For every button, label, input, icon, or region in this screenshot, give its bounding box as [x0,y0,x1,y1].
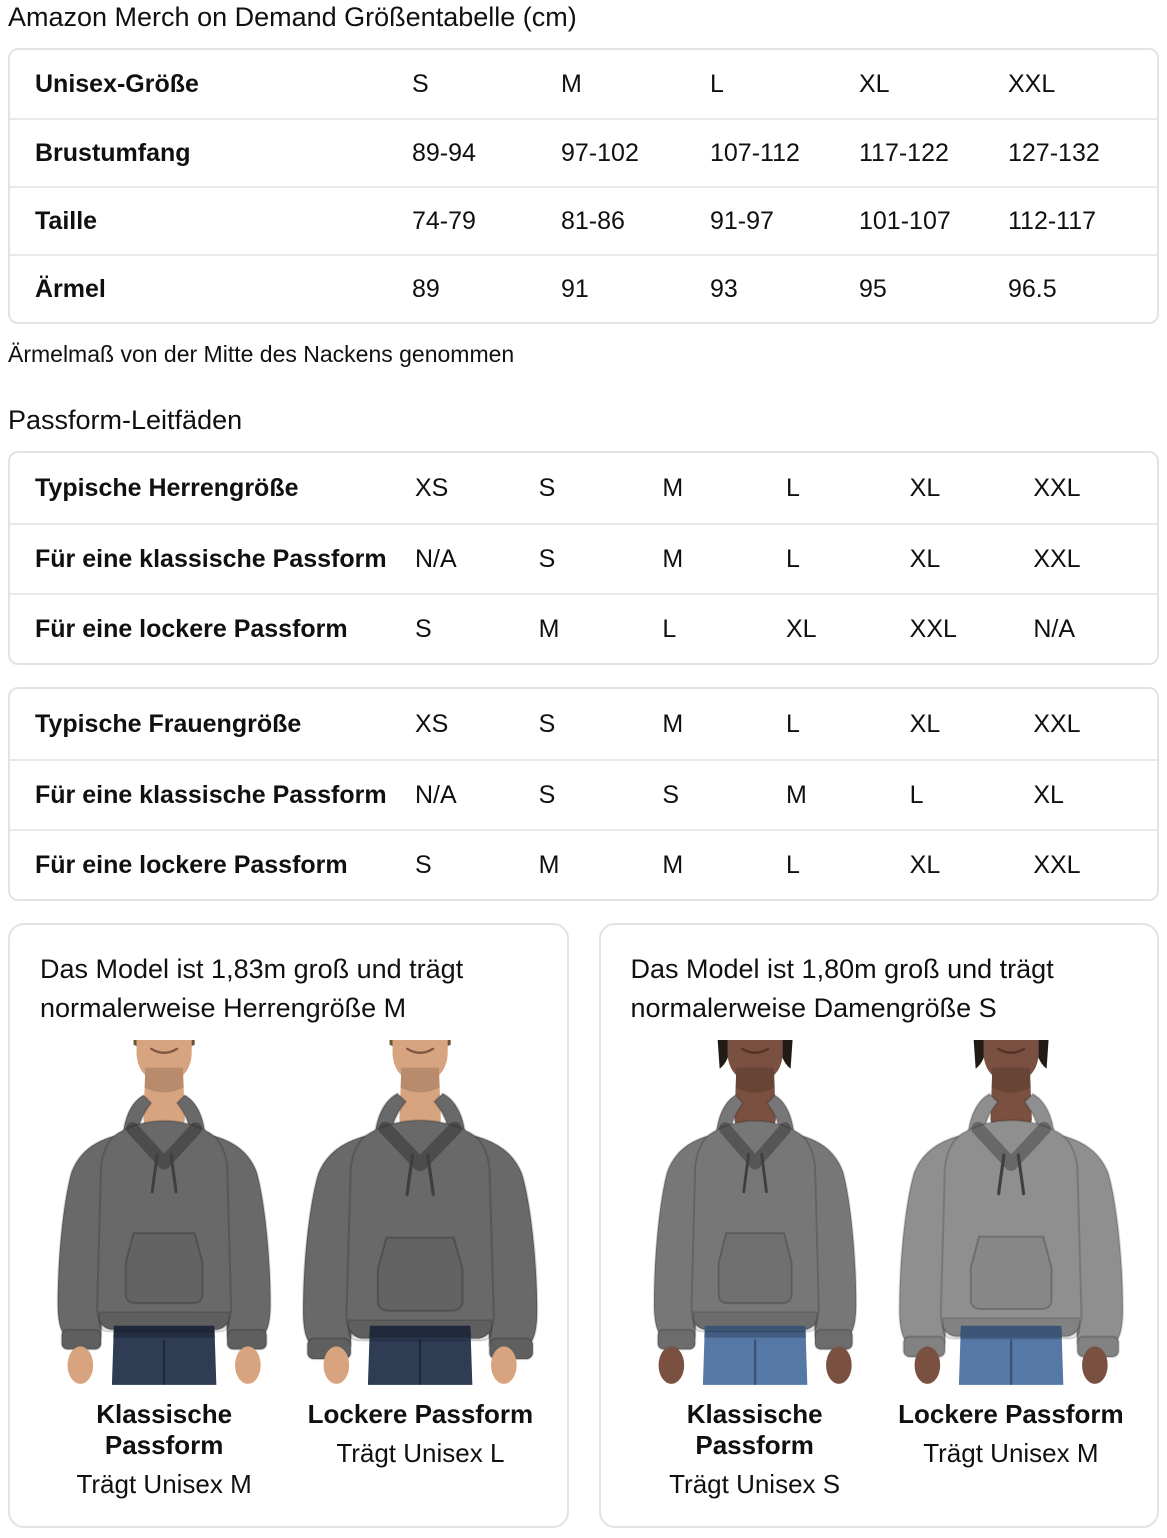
size-cell: M [538,850,560,879]
womens-model-card [599,923,1160,1528]
model-description: Das Model ist 1,80m groß und trägt normalerweise Damengröße S [630,954,1054,1024]
kangaroo-pocket [378,1238,463,1311]
size-cell: 93 [710,274,738,303]
size-cell: L [785,709,800,738]
jeans [702,1326,806,1385]
size-cell: L [785,473,800,502]
size-cell: XL [859,69,890,98]
mens-fit-table [8,451,1159,665]
row-label: Brustumfang [35,138,191,167]
size-cell: 101-107 [859,206,951,235]
hem-band [349,1320,492,1341]
size-cell: 91 [561,274,589,303]
size-cell: 89 [412,274,440,303]
size-cell: XXL [1033,473,1081,502]
table-row [10,254,1157,322]
kangaroo-pocket [971,1237,1052,1309]
figures-row [38,1040,547,1500]
size-cell: S [538,709,556,738]
size-cell: N/A [415,544,457,573]
size-cell: M [662,544,684,573]
row-label: Für eine klassische Passform [35,780,387,809]
row-label: Typische Herrengröße [35,473,299,502]
hoodie [58,1095,271,1336]
fit-caption: Lockere Passform [307,1399,534,1430]
hem-band [943,1318,1080,1338]
hoodie [303,1094,537,1346]
fit-guides-heading: Passform-Leitfäden [8,405,243,435]
size-cell: XS [415,473,449,502]
model-cards [8,923,1159,1528]
fit-caption: Klassische Passform [686,1399,823,1461]
size-cell: M [662,850,684,879]
man-loose-fit-photo [294,1040,546,1385]
size-cell: 89-94 [412,138,476,167]
size-caption: Trägt Unisex L [336,1438,505,1469]
size-cell: XL [909,709,941,738]
man-classic-fit-photo [38,1040,290,1385]
size-cell: XS [415,709,449,738]
row-label: Unisex-Größe [35,69,199,98]
woman-loose-fit-photo [885,1040,1137,1385]
hem-band [693,1312,817,1332]
size-cell: S [662,780,680,809]
size-cell: L [710,69,724,98]
size-cell: M [538,614,560,643]
table-row [10,593,1157,663]
size-cell: S [412,69,429,98]
size-cell: XL [909,850,941,879]
size-cell: XL [909,473,941,502]
size-cell: M [662,473,684,502]
fit-caption: Lockere Passform [898,1399,1124,1430]
size-cell: L [662,614,677,643]
size-cell: 127-132 [1008,138,1100,167]
size-cell: 117-122 [859,138,949,167]
size-cell: M [561,69,582,98]
size-caption: Trägt Unisex S [669,1469,841,1500]
size-cell: XXL [1033,709,1081,738]
figures-row [629,1040,1138,1500]
size-cell: 107-112 [710,138,800,167]
hem-band [99,1312,229,1332]
size-cell: M [662,709,684,738]
row-label: Ärmel [35,274,106,303]
size-cell: S [538,473,556,502]
mens-model-card [8,923,569,1528]
size-cell: M [785,780,807,809]
table-row [10,689,1157,759]
row-label: Taille [35,206,98,235]
size-cell: 112-117 [1008,206,1097,235]
hoodie [654,1095,856,1336]
figure-loose-fit [885,1040,1137,1500]
size-cell: N/A [415,780,457,809]
table-row [10,118,1157,186]
size-cell: 74-79 [412,206,476,235]
figure-loose-fit [294,1040,546,1500]
size-cell: 81-86 [561,206,625,235]
size-cell: XXL [909,614,957,643]
kangaroo-pocket [718,1233,791,1303]
table-row [10,829,1157,899]
row-label: Für eine lockere Passform [35,850,348,879]
unisex-size-table [8,48,1159,324]
size-cell: XL [909,544,941,573]
size-cell: S [538,544,556,573]
row-label: Für eine klassische Passform [35,544,387,573]
size-cell: XXL [1008,69,1056,98]
figure-classic-fit [629,1040,881,1500]
kangaroo-pocket [126,1233,203,1303]
size-cell: XXL [1033,544,1081,573]
size-cell: S [415,850,432,879]
fit-caption: Klassische Passform [96,1399,233,1461]
womens-fit-table [8,687,1159,901]
size-caption: Trägt Unisex M [923,1438,1099,1469]
table-row [10,453,1157,523]
woman-classic-fit-photo [629,1040,881,1385]
size-cell: 95 [859,274,887,303]
figure-classic-fit [38,1040,290,1500]
table-row [10,523,1157,593]
size-cell: N/A [1033,614,1076,643]
row-label: Typische Frauengröße [35,709,302,738]
model-description: Das Model ist 1,83m groß und trägt normalerweise Herrengröße M [40,954,464,1024]
size-cell: L [785,850,800,879]
row-label: Für eine lockere Passform [35,614,348,643]
size-cell: 91-97 [710,206,774,235]
table-row [10,759,1157,829]
page-title: Amazon Merch on Demand Größentabelle (cm) [8,2,577,32]
jeans [112,1326,216,1385]
size-cell: XL [1033,780,1064,809]
table-row [10,50,1157,118]
hoodie [899,1094,1122,1344]
size-cell: XL [785,614,817,643]
size-caption: Trägt Unisex M [76,1469,252,1500]
table-row [10,186,1157,254]
size-cell: L [785,544,800,573]
size-cell: L [909,780,924,809]
size-cell: 96.5 [1008,274,1057,303]
size-cell: 97-102 [561,138,639,167]
size-cell: S [538,780,556,809]
size-cell: XXL [1033,850,1081,879]
sleeve-measure-note: Ärmelmaß von der Mitte des Nackens genommen [8,341,515,367]
size-cell: S [415,614,432,643]
